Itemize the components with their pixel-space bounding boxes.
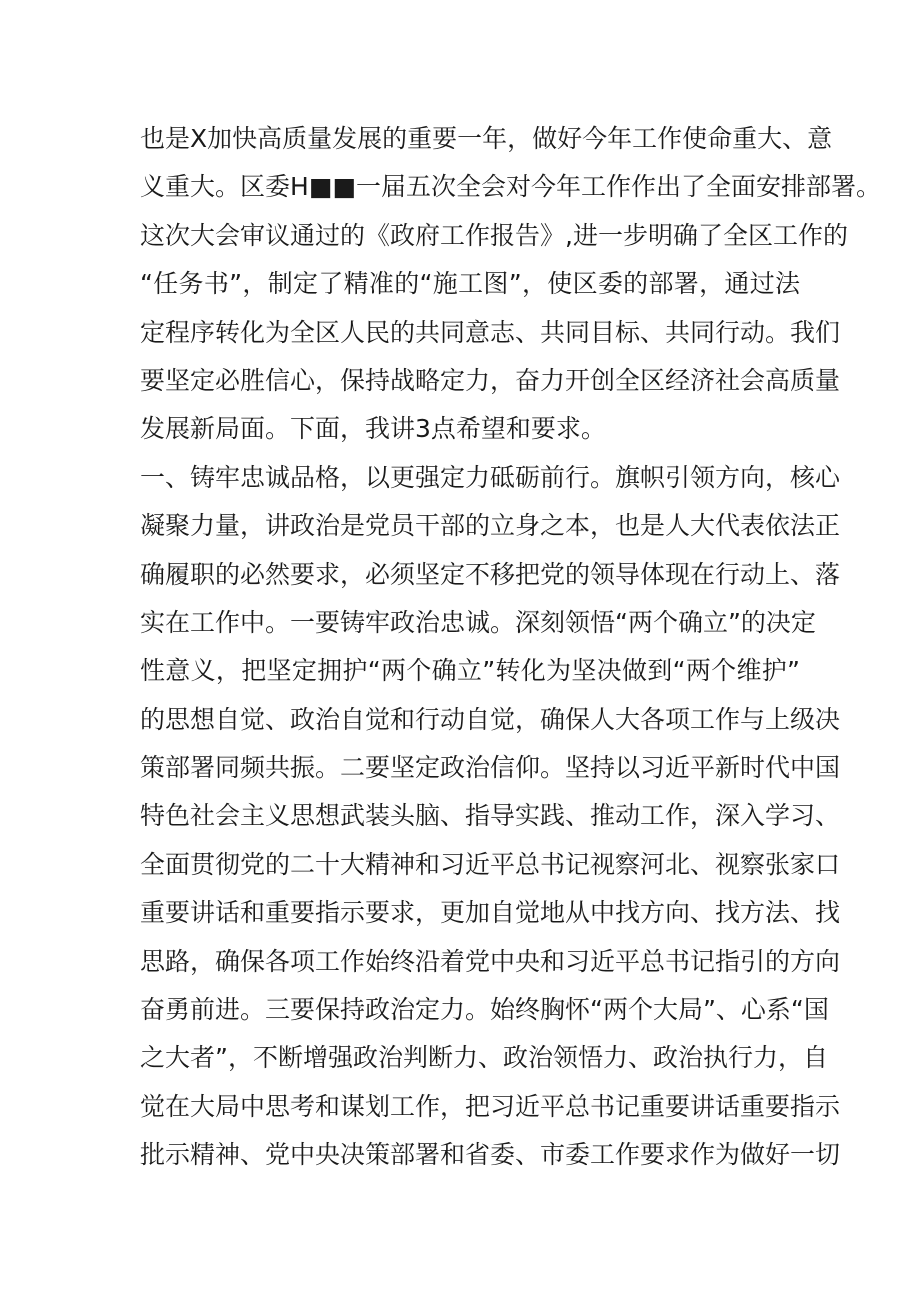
text-line: 这次大会审议通过的《政府工作报告》,进一步明确了全区工作的 bbox=[140, 220, 848, 250]
text-line: 策部署同频共振。二要坚定政治信仰。坚持以习近平新时代中国 bbox=[140, 753, 841, 783]
text-line: 特色社会主义思想武装头脑、指导实践、推动工作，深入学习、 bbox=[140, 801, 841, 831]
text-line: 定程序转化为全区人民的共同意志、共同目标、共同行动。我们 bbox=[140, 317, 841, 347]
text-line: 义重大。区委H■■一届五次全会对今年工作作出了全面安排部署。 bbox=[140, 172, 882, 202]
text-line: 奋勇前进。三要保持政治定力。始终胸怀“两个大局”、心系“国 bbox=[140, 995, 829, 1025]
text-line: 思路，确保各项工作始终沿着党中央和习近平总书记指引的方向 bbox=[140, 946, 841, 976]
text-line: 批示精神、党中央决策部署和省委、市委工作要求作为做好一切 bbox=[140, 1140, 841, 1170]
text-line: 的思想自觉、政治自觉和行动自觉，确保人大各项工作与上级决 bbox=[140, 704, 841, 734]
text-line: 全面贯彻党的二十大精神和习近平总书记视察河北、视察张家口 bbox=[140, 849, 841, 879]
text-line: 要坚定必胜信心，保持战略定力，奋力开创全区经济社会高质量 bbox=[140, 365, 841, 395]
text-line: 重要讲话和重要指示要求，更加自觉地从中找方向、找方法、找 bbox=[140, 898, 841, 928]
text-line: 凝聚力量，讲政治是党员干部的立身之本，也是人大代表依法正 bbox=[140, 511, 841, 541]
text-line: 之大者”，不断增强政治判断力、政治领悟力、政治执行力，自 bbox=[140, 1043, 828, 1073]
text-line: 发展新局面。下面，我讲3点希望和要求。 bbox=[140, 414, 606, 444]
text-line: 确履职的必然要求，必须坚定不移把党的领导体现在行动上、落 bbox=[140, 559, 841, 589]
text-line: 性意义，把坚定拥护“两个确立”转化为坚决做到“两个维护” bbox=[140, 656, 800, 686]
text-line: 也是X加快高质量发展的重要一年，做好今年工作使命重大、意 bbox=[140, 124, 833, 153]
section-heading-line: 一、铸牢忠诚品格，以更强定力砥砺前行。旗帜引领方向，核心 bbox=[140, 462, 841, 492]
body-text bbox=[140, 115, 882, 1180]
text-line: 实在工作中。一要铸牢政治忠诚。深刻领悟“两个确立”的决定 bbox=[140, 607, 816, 637]
text-line: “任务书”，制定了精准的“施工图”，使区委的部署，通过法 bbox=[140, 269, 800, 299]
text-line: 觉在大局中思考和谋划工作，把习近平总书记重要讲话重要指示 bbox=[140, 1091, 841, 1121]
